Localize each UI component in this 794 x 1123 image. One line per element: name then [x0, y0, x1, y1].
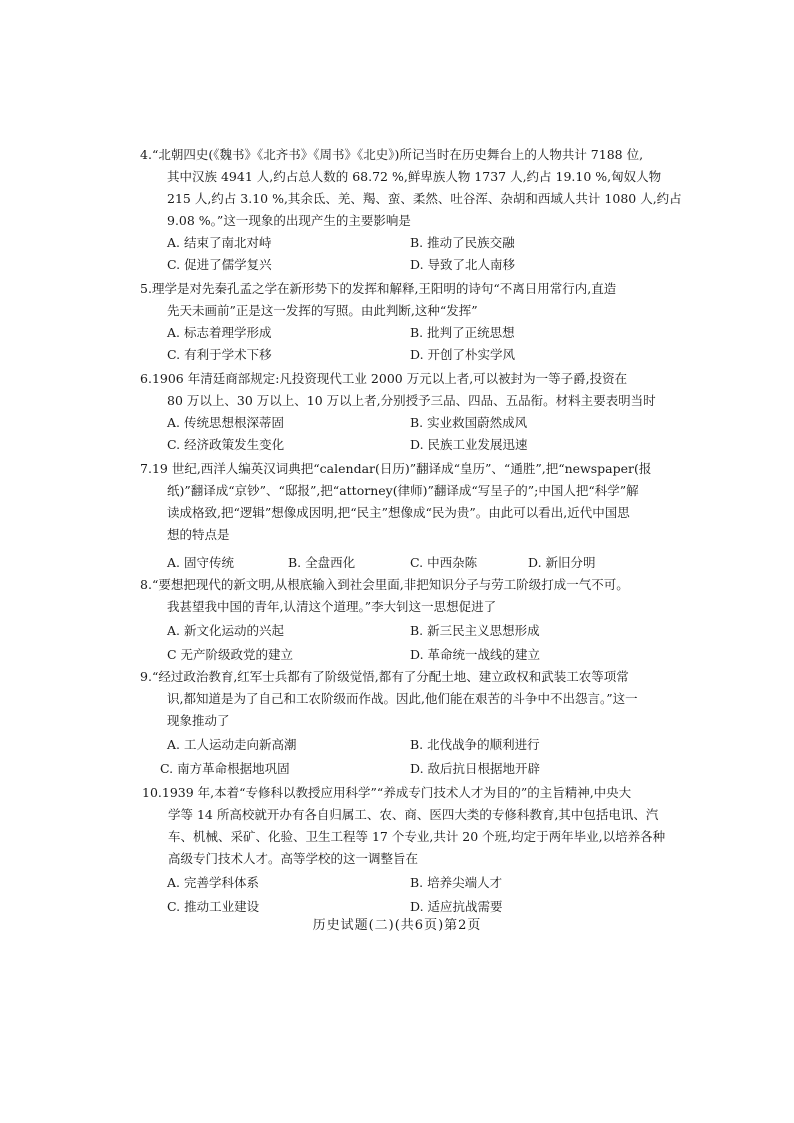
option-a[interactable]: A. 传统思想根深蒂固	[167, 415, 284, 430]
option-d[interactable]: D. 导致了北人南移	[410, 257, 516, 272]
option-c[interactable]: C. 推动工业建设	[167, 899, 260, 914]
option-c[interactable]: C. 南方革命根据地巩固	[160, 761, 290, 776]
question-number: 5.	[140, 281, 152, 296]
question-line: 想的特点是	[167, 527, 230, 542]
question-line: 19 世纪,西洋人编英汉词典把“calendar(日历)”翻译成“皇历”、“通胜”,把“newspaper(报	[151, 461, 652, 476]
question-number: 8.	[140, 577, 152, 592]
option-d[interactable]: D. 革命统一战线的建立	[410, 647, 541, 662]
option-b[interactable]: B. 实业救国蔚然成风	[410, 415, 528, 430]
question-line: 现象推动了	[167, 713, 230, 728]
option-a[interactable]: A. 结束了南北对峙	[167, 235, 272, 250]
option-c[interactable]: C. 中西杂陈	[410, 555, 478, 570]
page-footer: 历史试题(二)(共6页)第2页	[312, 918, 482, 933]
option-c[interactable]: C. 有利于学术下移	[167, 347, 272, 362]
question-8	[140, 574, 680, 618]
question-10	[142, 782, 688, 870]
question-7	[140, 458, 680, 546]
question-number: 9.	[140, 669, 152, 684]
option-d[interactable]: D. 新旧分明	[528, 555, 596, 570]
question-number: 7.	[140, 461, 152, 476]
option-d[interactable]: D. 适应抗战需要	[410, 899, 503, 914]
option-d[interactable]: D. 开创了朴实学风	[410, 347, 516, 362]
question-line: 读成格致,把“逻辑”想像成因明,把“民主”想像成“民为贵”。由此可以看出,近代中国思	[167, 505, 630, 520]
question-line: “要想把现代的新文明,从根底输入到社会里面,非把知识分子与劳工阶级打成一气不可。	[151, 577, 629, 592]
option-b[interactable]: B. 培养尖端人才	[410, 875, 503, 890]
option-d[interactable]: D. 敌后抗日根据地开辟	[410, 761, 541, 776]
question-number: 4.	[140, 147, 152, 162]
option-c[interactable]: C. 促进了儒学复兴	[167, 257, 272, 272]
option-b[interactable]: B. 全盘西化	[288, 555, 356, 570]
question-line: 车、机械、采矿、化验、卫生工程等 17 个专业,共计 20 个班,均定于两年毕业,以培养各种	[168, 829, 666, 844]
question-line: 纸)”翻译成“京钞”、“邸报”,把“attorney(律师)”翻译成“写呈子的”;中国人把“科学”解	[167, 483, 639, 498]
question-line: 学等 14 所高校就开办有各自归属工、农、商、医四大类的专修科教育,其中包括电讯、汽	[168, 807, 659, 822]
question-number: 6.	[140, 371, 152, 386]
option-a[interactable]: A. 新文化运动的兴起	[167, 623, 284, 638]
option-b[interactable]: B. 北伐战争的顺利进行	[410, 737, 540, 752]
option-c[interactable]: C. 经济政策发生变化	[167, 437, 285, 452]
question-line: 9.08 %。”这一现象的出现产生的主要影响是	[167, 213, 411, 228]
question-4	[140, 144, 680, 232]
question-line: 先天未画前”正是这一发挥的写照。由此判断,这种“发挥”	[167, 303, 478, 318]
option-d[interactable]: D. 民族工业发展迅速	[410, 437, 528, 452]
option-b[interactable]: B. 批判了正统思想	[410, 325, 515, 340]
question-line: 我甚望我中国的青年,认清这个道理。”李大钊这一思想促进了	[167, 599, 497, 614]
question-9	[140, 666, 680, 732]
question-number: 10.	[142, 785, 162, 800]
question-line: 高级专门技术人才。高等学校的这一调整旨在	[168, 851, 419, 866]
option-b[interactable]: B. 推动了民族交融	[410, 235, 515, 250]
question-line: 1906 年清廷商部规定:凡投资现代工业 2000 万元以上者,可以被封为一等子爵,投资在	[151, 371, 628, 386]
question-6	[140, 368, 680, 412]
option-b[interactable]: B. 新三民主义思想形成	[410, 623, 540, 638]
question-line: 215 人,约占 3.10 %,其余氐、羌、羯、蛮、柔然、吐谷浑、杂胡和西域人共计 1080 人,约占	[167, 191, 682, 206]
question-line: 理学是对先秦孔孟之学在新形势下的发挥和解释,王阳明的诗句“不离日用常行内,直造	[151, 281, 617, 296]
question-line: 识,都知道是为了自己和工农阶级而作战。因此,他们能在艰苦的斗争中不出怨言。”这一	[167, 691, 638, 706]
question-5	[140, 278, 680, 322]
question-line: “北朝四史(《魏书》《北齐书》《周书》《北史》)所记当时在历史舞台上的人物共计 7188 位,	[151, 147, 644, 162]
question-line: “经过政治教育,红军士兵都有了阶级觉悟,都有了分配土地、建立政权和武装工农等项常	[151, 669, 629, 684]
option-a[interactable]: A. 固守传统	[167, 555, 234, 570]
question-line: 1939 年,本着“专修科以教授应用科学”“养成专门技术人才为目的”的主旨精神,中央大	[161, 785, 632, 800]
option-a[interactable]: A. 标志着理学形成	[167, 325, 272, 340]
question-line: 其中汉族 4941 人,约占总人数的 68.72 %,鲜卑族人物 1737 人,约占 19.10 %,匈奴人物	[167, 169, 662, 184]
option-a[interactable]: A. 工人运动走向新高潮	[167, 737, 297, 752]
option-a[interactable]: A. 完善学科体系	[167, 875, 259, 890]
option-c[interactable]: C 无产阶级政党的建立	[167, 647, 294, 662]
question-line: 80 万以上、30 万以上、10 万以上者,分别授予三品、四品、五品衔。材料主要表明当时	[167, 393, 656, 408]
